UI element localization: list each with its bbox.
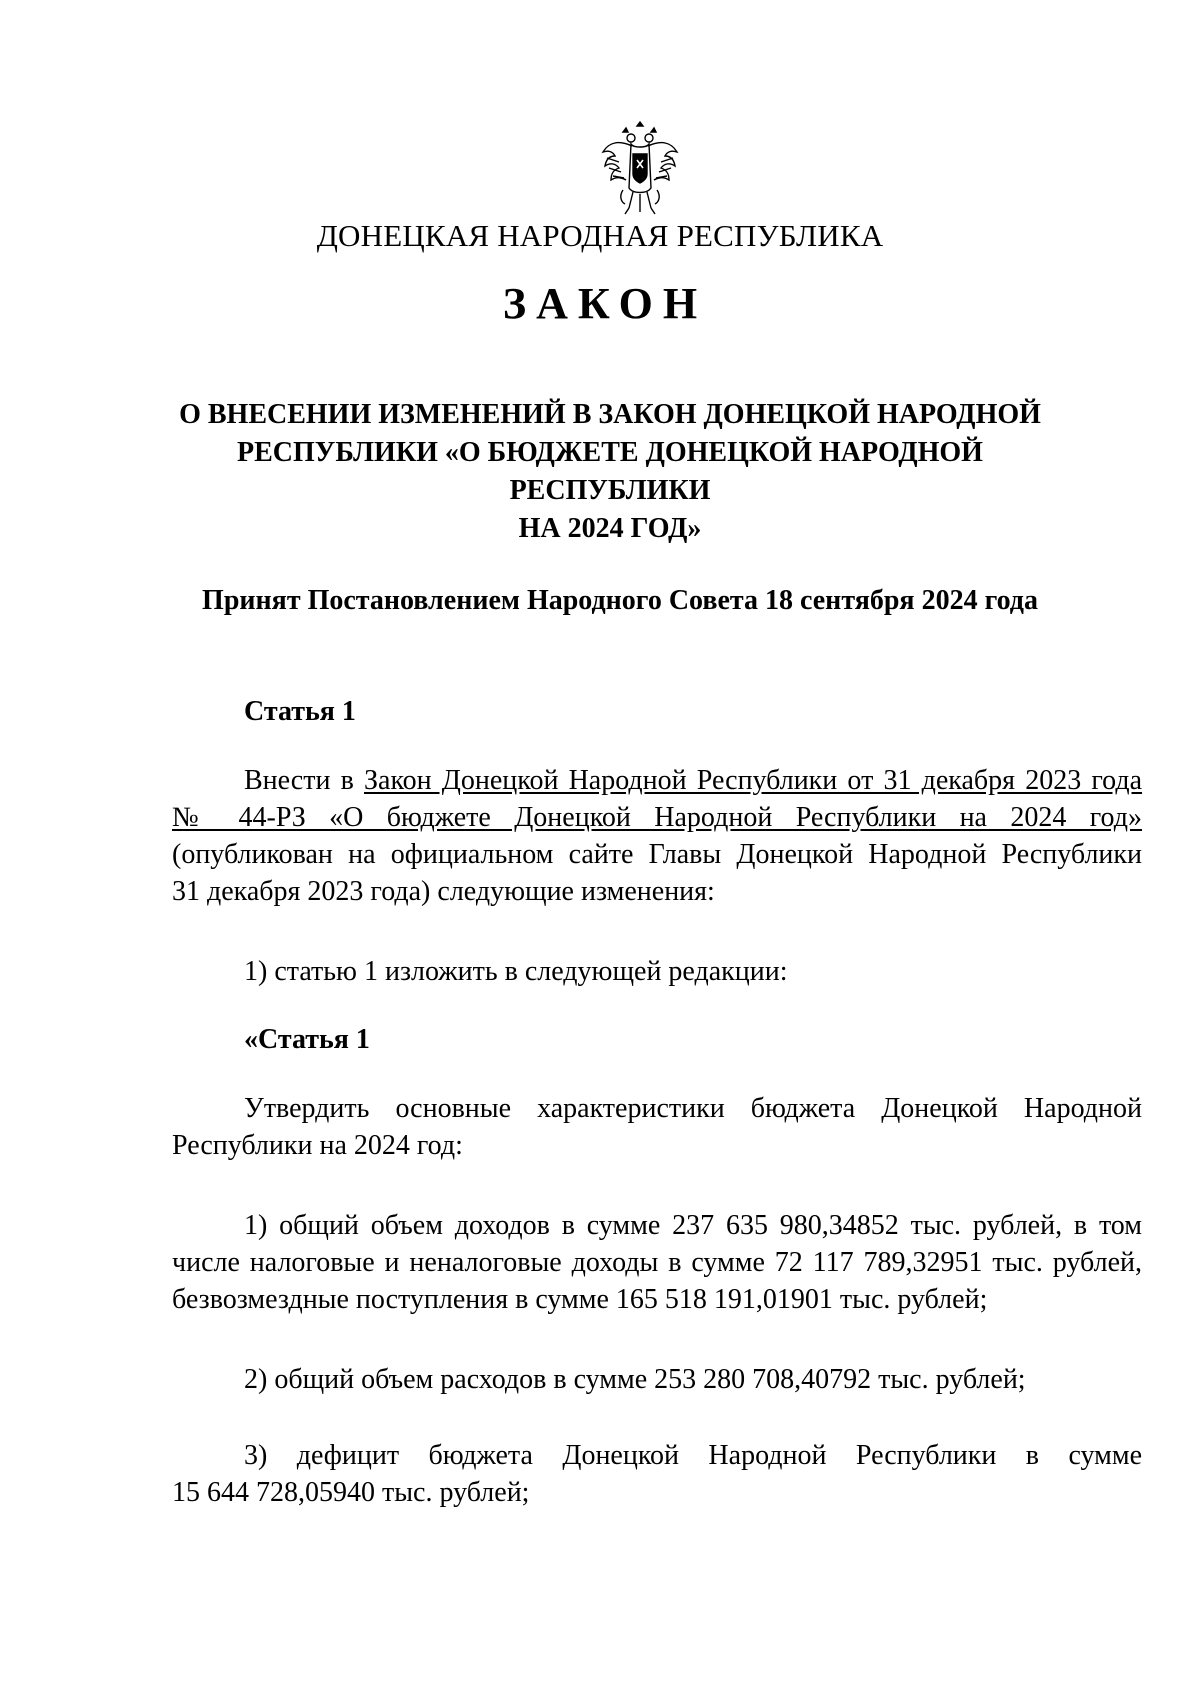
- coat-of-arms-icon: [599, 118, 681, 218]
- expenditure-item: 2) общий объем расходов в сумме 253 280 708,40792 тыс. рублей;: [244, 1364, 1026, 1395]
- deficit-item: [172, 1437, 1142, 1511]
- law-title-line: РЕСПУБЛИКИ «О БЮДЖЕТЕ ДОНЕЦКОЙ НАРОДНОЙ РЕСПУБЛИКИ: [237, 437, 983, 506]
- document-type: ЗАКОН: [502, 279, 708, 328]
- paragraph-line: 15 644 728,05940 тыс. рублей;: [172, 1477, 530, 1508]
- paragraph-line: 3) дефицит бюджета Донецкой Народной Республики в сумме: [244, 1440, 1142, 1471]
- referenced-law-link[interactable]: Закон Донецкой Народной Республики от 31 декабря 2023 года: [363, 765, 1143, 796]
- adoption-note: Принят Постановлением Народного Совета 18 сентября 2024 года: [202, 585, 1038, 616]
- paragraph-line: 31 декабря 2023 года) следующие изменения:: [172, 876, 715, 907]
- law-title-line: НА 2024 ГОД»: [518, 513, 702, 544]
- law-title-line: О ВНЕСЕНИИ ИЗМЕНЕНИЙ В ЗАКОН ДОНЕЦКОЙ НАРОДНОЙ: [179, 399, 1041, 430]
- law-title: [160, 396, 1060, 548]
- intro-prefix: Внести в: [244, 765, 364, 796]
- paragraph-line: Утвердить основные характеристики бюджета Донецкой Народной: [244, 1093, 1142, 1124]
- republic-name: ДОНЕЦКАЯ НАРОДНАЯ РЕСПУБЛИКА: [316, 218, 884, 253]
- new-article-intro: [172, 1090, 1142, 1164]
- amendment-item: 1) статью 1 изложить в следующей редакции:: [244, 956, 788, 987]
- new-article-heading: «Статья 1: [244, 1024, 370, 1055]
- referenced-law-link[interactable]: № 44-РЗ «О бюджете Донецкой Народной Республики на 2024 год»: [172, 802, 1142, 833]
- article-intro: [172, 762, 1142, 910]
- revenue-item: [172, 1207, 1142, 1318]
- paragraph-line: безвозмездные поступления в сумме 165 518 191,01901 тыс. рублей;: [172, 1284, 988, 1315]
- paragraph-line: (опубликован на официальном сайте Главы Донецкой Народной Республики: [172, 839, 1142, 870]
- paragraph-line: числе налоговые и неналоговые доходы в сумме 72 117 789,32951 тыс. рублей,: [172, 1247, 1142, 1278]
- paragraph-line: 1) общий объем доходов в сумме 237 635 980,34852 тыс. рублей, в том: [244, 1210, 1142, 1241]
- paragraph-line: Республики на 2024 год:: [172, 1130, 463, 1161]
- article-heading: Статья 1: [244, 696, 356, 727]
